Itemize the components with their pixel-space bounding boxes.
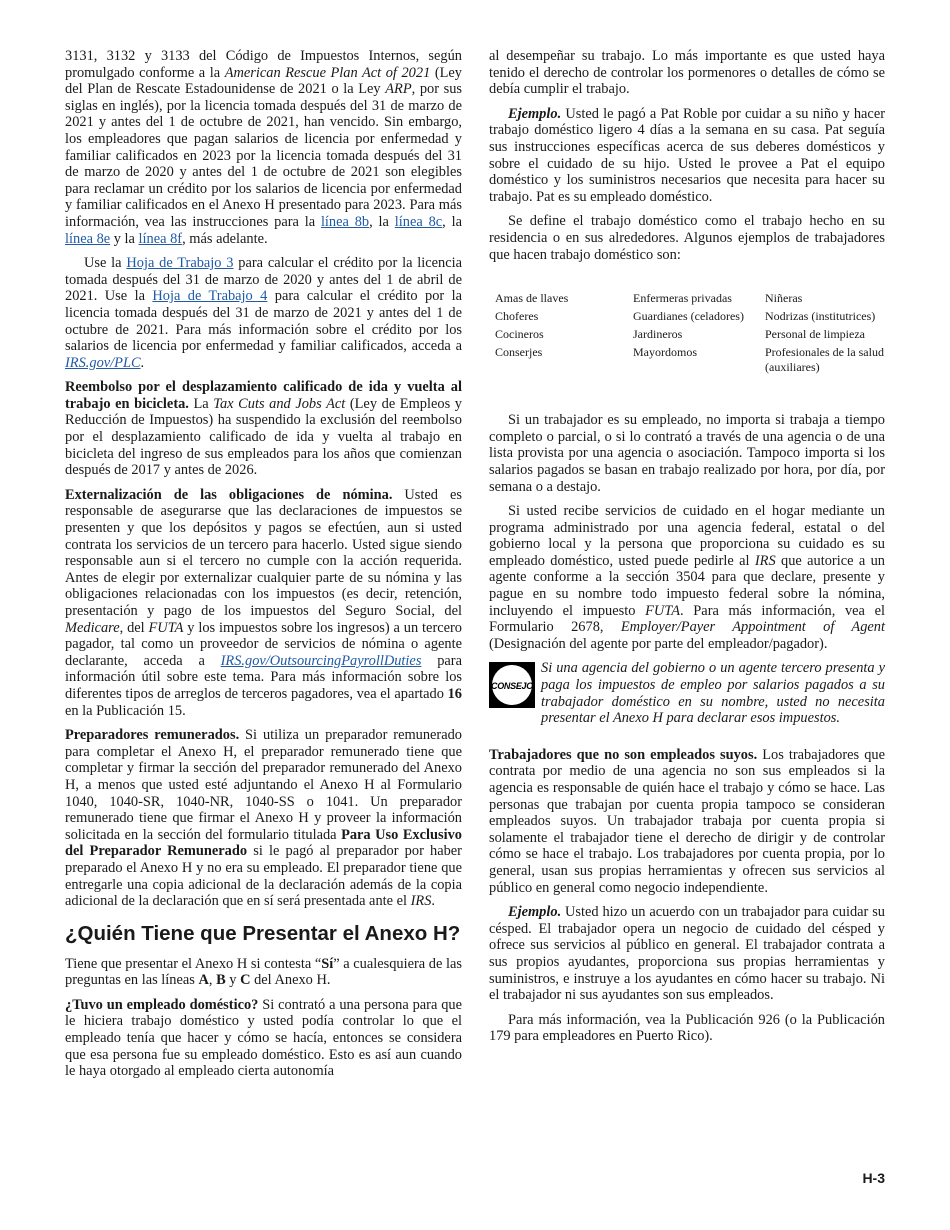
- paragraph-externalizacion: Externalización de las obligaciones de nómina. Usted es responsable de asegurarse que las declaraciones de impuestos se presenten y que los depósitos y pagos se efectúen, aun si usted contrata los servicios de un tercero para hacerlo. Usted sigue siendo responsable aun si el tercero no cumple con la acción requerida. Antes de elegir por externalizar cualquier parte de su nómina y las obligaciones relacionadas con los impuestos (es decir, retención, presentación y pago de los impuestos del Seguro Social, del Medicare, del FUTA y los impuestos sobre los ingresos) a un tercero pagador, tal como un proveedor de servicios de nómina o agente declarante, acceda a IRS.gov/OutsourcingPayrollDuties para información útil sobre este tema. Para más información sobre los diferentes tipos de arreglos de terceros pagadores, vea el apartado 16 en la Publicación 15.: [65, 486, 462, 719]
- table-row: [489, 345, 885, 378]
- table-cell: Choferes: [495, 309, 539, 324]
- table-cell: Personal de limpieza: [765, 327, 865, 342]
- link-linea-8c[interactable]: línea 8c: [394, 213, 443, 230]
- table-cell: Niñeras: [765, 291, 803, 306]
- tip-box: [489, 660, 885, 726]
- table-cell: Guardianes (celadores): [633, 309, 744, 324]
- household-workers-table: [489, 291, 885, 378]
- heading-no-empleados: Trabajadores que no son empleados suyos.: [489, 746, 758, 763]
- paragraph-ejemplo-cesped: Ejemplo. Usted hizo un acuerdo con un trabajador para cuidar su césped. El trabajador opera un negocio de cuidado del césped y ofrece sus servicios al público en general. El trabajador contrata a sus propios ayudantes, proporciona sus propias herramientas y suministros, e instruye a los ayudantes en cómo hacer su trabajo. Ni el trabajador ni sus ayudantes son sus empleados.: [489, 904, 885, 1004]
- heading-preparadores: Preparadores remunerados.: [65, 727, 240, 744]
- table-cell: Conserjes: [495, 345, 543, 360]
- paragraph-servicios-cuidado: Si usted recibe servicios de cuidado en el hogar mediante un programa administrado por una agencia federal, estatal o del gobierno local y la persona que proporciona su cuidado es su empleado doméstico, usted puede pedirle al IRS que autorice a un agente conforme a la sección 3504 para que declare, presente y pague en su nombre todo impuesto federal sobre la nómina, incluyendo el impuesto FUTA. Para más información, vea el Formulario 2678, Employer/Payer Appointment of Agent (Designación del agente por parte del empleador/pagador).: [489, 503, 886, 652]
- link-hoja-de-trabajo-3[interactable]: Hoja de Trabajo 3: [126, 255, 234, 272]
- paragraph-definicion-domestico: Se define el trabajo doméstico como el trabajo hecho en su residencia o en sus alrededores. Algunos ejemplos de trabajadores que hacen trabajo doméstico son:: [489, 213, 885, 263]
- heading-reembolso: Reembolso por el desplazamiento calificado de ida y vuelta al trabajo en bicicleta.: [65, 379, 462, 412]
- paragraph-autonomia: al desempeñar su trabajo. Lo más importante es que usted haya tenido el derecho de controlar los pormenores o detalles de cómo se debía cumplir el trabajo.: [489, 48, 885, 98]
- table-cell: Nodrizas (institutrices): [765, 309, 876, 324]
- table-cell: Enfermeras privadas: [633, 291, 732, 306]
- page-number: H-3: [862, 1170, 885, 1186]
- right-column: [489, 48, 885, 1053]
- paragraph-mas-informacion: Para más información, vea la Publicación 926 (o la Publicación 179 para empleadores en Puerto Rico).: [489, 1011, 885, 1045]
- table-cell: Amas de llaves: [495, 291, 569, 306]
- table-row: [489, 327, 885, 345]
- paragraph-ley-arp: 3131, 3132 y 3133 del Código de Impuestos Internos, según promulgado conforme a la American Rescue Plan Act of 2021 (Ley del Plan de Rescate Estadounidense de 2021 o la Ley ARP, por sus siglas en inglés), por la licencia tomada después del 31 de marzo de 2021 y antes del 1 de octubre de 2021, han vencido. Sin embargo, los empleadores que pagan salarios de licencia por enfermedad y familiar calificados en 2023 por la licencia tomada después del 31 de marzo de 2020 y antes del 1 de octubre de 2021 son elegibles para reclamar un crédito por los salarios de licencia por enfermedad y familiar calificados en el Anexo H presentado para 2023. Para más información, vea las instrucciones para la línea 8b, la línea 8c, la línea 8e y la línea 8f, más adelante.: [65, 48, 463, 247]
- link-irs-plc[interactable]: IRS.gov/PLC: [65, 354, 141, 371]
- link-linea-8b[interactable]: línea 8b: [320, 213, 370, 230]
- link-hoja-de-trabajo-4[interactable]: Hoja de Trabajo 4: [152, 288, 268, 305]
- link-linea-8e[interactable]: línea 8e: [65, 230, 111, 247]
- paragraph-ejemplo-pat: Ejemplo. Usted le pagó a Pat Roble por cuidar a su niño y hacer trabajo doméstico ligero 4 días a la semana en su casa. Pat seguía sus instrucciones específicas acerca de sus deberes domésticos y sobre el cuidado de su hijo. Usted le provee a Pat el equipo doméstico y los suministros necesarios que necesita para hacer su trabajo. Pat es su empleado doméstico.: [489, 105, 885, 205]
- section-heading-quien-presenta: ¿Quién Tiene que Presentar el Anexo H?: [65, 921, 461, 945]
- table-cell: Profesionales de la salud (auxiliares): [765, 345, 884, 375]
- table-row: [489, 309, 885, 327]
- table-cell: Mayordomos: [633, 345, 697, 360]
- tip-text: Si una agencia del gobierno o un agente tercero presenta y paga los impuestos de empleo por salarios pagados a su trabajador doméstico en su nombre, usted no necesita presentar el Anexo H para declarar esos impuestos.: [541, 660, 885, 727]
- heading-externalizacion: Externalización de las obligaciones de nómina.: [65, 486, 393, 503]
- table-row: [489, 291, 885, 309]
- table-cell: Jardineros: [633, 327, 683, 342]
- paragraph-no-empleados: Trabajadores que no son empleados suyos. Los trabajadores que contrata por medio de una agencia no son sus empleados si la agencia es responsable de quién hace el trabajo y cómo se hace. Las personas que trabajan por cuenta propia tampoco se consideran empleados suyos. Un trabajador trabaja por cuenta propia si solamente el trabajador tiene el derecho de dirigir y de controlar cómo se hace el trabajo. Los trabajadores por cuenta propia, por lo general, usan sus propias herramientas y ofrecen sus servicios al público en general como negocio independiente.: [489, 746, 885, 896]
- paragraph-hojas-de-trabajo: Use la Hoja de Trabajo 3 para calcular el crédito por la licencia tomada después del 31 de marzo de 2020 y antes del 1 de abril de 2021. Use la Hoja de Trabajo 4 para calcular el crédito por la licencia tomada después del 31 de marzo de 2021 y antes del 1 de octubre de 2021. Para más información sobre el crédito por los salarios de licencia por enfermedad y familiar calificados, acceda a IRS.gov/PLC.: [65, 255, 462, 371]
- paragraph-preparadores: Preparadores remunerados. Si utiliza un preparador remunerado para completar el Anexo H, el preparador remunerado tiene que completar y firmar la sección del preparador remunerado del Anexo H, a menos que usted esté adjuntando el Anexo H al Formulario 1040, 1040-SR, 1040-NR, 1040-SS o 1041. Un preparador remunerado tiene que firmar el Anexo H y proveer la información solicitada en la sección del formulario titulada Para Uso Exclusivo del Preparador Remunerado si le pagó al preparador por haber preparado el Anexo H y no era su empleado. El preparador tiene que entregarle una copia adicional de la declaración además de la copia adicional de la declaración que en sí será presentada ante el IRS.: [65, 727, 463, 910]
- paragraph-tiene-que-presentar: Tiene que presentar el Anexo H si contesta “Sí” a cualesquiera de las preguntas en las líneas A, B y C del Anexo H.: [65, 955, 462, 989]
- link-outsourcing-payroll[interactable]: IRS.gov/OutsourcingPayrollDuties: [220, 652, 422, 669]
- table-cell: Cocineros: [495, 327, 544, 342]
- left-column: [65, 48, 462, 1088]
- consejo-tip-icon: CONSEJO: [489, 662, 535, 708]
- paragraph-tiempo-completo: Si un trabajador es su empleado, no importa si trabaja a tiempo completo o parcial, o si lo contrató a través de una agencia o de una lista provista por una agencia o asociación. Tampoco importa si los salarios pagados se basan en trabajo realizado por hora, por día, por semana o a destajo.: [489, 412, 885, 495]
- paragraph-empleado-domestico: ¿Tuvo un empleado doméstico? Si contrató a una persona para que le hiciera trabajo doméstico y usted podía controlar lo que el empleado tenía que hacer y cómo se hacía, entonces se considera que esa persona fue su empleado doméstico. Esto es así aun cuando le haya otorgado al empleado cierta autonomía: [65, 996, 462, 1080]
- paragraph-reembolso-bicicleta: Reembolso por el desplazamiento calificado de ida y vuelta al trabajo en bicicleta. La Tax Cuts and Jobs Act (Ley de Empleos y Reducción de Impuestos) ha suspendido la exclusión del reembolso por el desplazamiento calificado de ida y vuelta al trabajo en bicicleta del ingreso de sus empleados para los años que comienzan después de 2017 y antes de 2026.: [65, 379, 462, 479]
- link-linea-8f[interactable]: línea 8f: [138, 230, 183, 247]
- heading-empleado-domestico: ¿Tuvo un empleado doméstico?: [65, 996, 259, 1013]
